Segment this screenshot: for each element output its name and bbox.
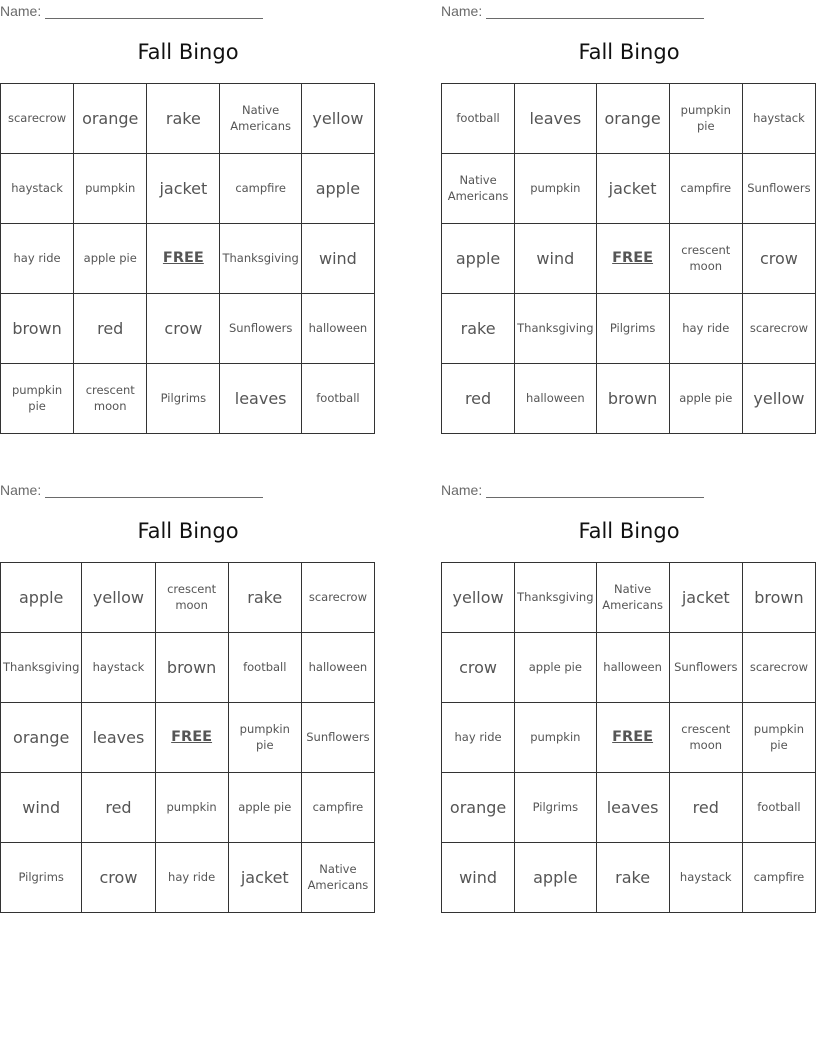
- bingo-cell: jacket: [670, 563, 743, 633]
- bingo-card: [0, 0, 376, 440]
- bingo-card: [441, 0, 816, 440]
- bingo-cell: wind: [1, 773, 82, 843]
- bingo-cell: orange: [74, 84, 147, 154]
- name-label: Name:: [0, 3, 42, 19]
- bingo-cell: campfire: [302, 773, 375, 843]
- bingo-cell: scarecrow: [743, 633, 816, 703]
- name-blank-line: [486, 483, 704, 498]
- bingo-cell: brown: [597, 364, 670, 434]
- bingo-cell: apple pie: [74, 224, 147, 294]
- bingo-cell: wind: [302, 224, 375, 294]
- bingo-cell: scarecrow: [1, 84, 74, 154]
- bingo-cell: pumpkin pie: [743, 703, 816, 773]
- name-label: Name:: [441, 3, 483, 19]
- bingo-cell: Native Americans: [302, 843, 375, 913]
- bingo-cell: haystack: [1, 154, 74, 224]
- bingo-cell: haystack: [82, 633, 155, 703]
- name-field: [0, 3, 263, 19]
- bingo-cell: pumpkin pie: [670, 84, 743, 154]
- bingo-cell: Sunflowers: [302, 703, 375, 773]
- bingo-cell: pumpkin pie: [229, 703, 302, 773]
- bingo-cell: yellow: [442, 563, 515, 633]
- bingo-cell: yellow: [743, 364, 816, 434]
- bingo-cell: pumpkin: [156, 773, 229, 843]
- bingo-cell: Sunflowers: [743, 154, 816, 224]
- bingo-cell: apple: [302, 154, 375, 224]
- bingo-cell: Thanksgiving: [1, 633, 82, 703]
- bingo-cell: Native Americans: [220, 84, 301, 154]
- bingo-cell: red: [82, 773, 155, 843]
- bingo-cell: orange: [1, 703, 82, 773]
- bingo-cell: apple pie: [515, 633, 596, 703]
- bingo-cell: rake: [229, 563, 302, 633]
- bingo-grid: [0, 83, 375, 434]
- bingo-cell: pumpkin: [515, 154, 596, 224]
- bingo-cell: campfire: [220, 154, 301, 224]
- bingo-cell: hay ride: [1, 224, 74, 294]
- bingo-card: [0, 479, 376, 919]
- name-field: [441, 482, 704, 498]
- name-field: [441, 3, 704, 19]
- bingo-cell: Thanksgiving: [515, 563, 596, 633]
- bingo-cell: halloween: [302, 633, 375, 703]
- bingo-cell: leaves: [597, 773, 670, 843]
- free-space-cell: FREE: [147, 224, 220, 294]
- bingo-grid: [441, 83, 816, 434]
- name-label: Name:: [441, 482, 483, 498]
- bingo-cell: rake: [147, 84, 220, 154]
- bingo-cell: apple: [442, 224, 515, 294]
- free-space-cell: FREE: [597, 224, 670, 294]
- bingo-cell: Thanksgiving: [220, 224, 301, 294]
- bingo-cell: apple pie: [670, 364, 743, 434]
- bingo-cell: orange: [442, 773, 515, 843]
- bingo-cell: halloween: [597, 633, 670, 703]
- bingo-cell: Sunflowers: [670, 633, 743, 703]
- bingo-cell: brown: [743, 563, 816, 633]
- bingo-cell: orange: [597, 84, 670, 154]
- bingo-cell: pumpkin pie: [1, 364, 74, 434]
- bingo-cell: campfire: [670, 154, 743, 224]
- bingo-cell: hay ride: [156, 843, 229, 913]
- bingo-cell: leaves: [515, 84, 596, 154]
- bingo-cell: crescent moon: [670, 703, 743, 773]
- bingo-cell: red: [670, 773, 743, 843]
- bingo-grid: [441, 562, 816, 913]
- bingo-cell: rake: [597, 843, 670, 913]
- bingo-cell: Pilgrims: [597, 294, 670, 364]
- bingo-cell: haystack: [743, 84, 816, 154]
- name-blank-line: [45, 4, 263, 19]
- bingo-card: [441, 479, 816, 919]
- free-space-cell: FREE: [156, 703, 229, 773]
- bingo-cell: red: [442, 364, 515, 434]
- bingo-cell: apple: [1, 563, 82, 633]
- bingo-cell: yellow: [302, 84, 375, 154]
- bingo-cell: crow: [442, 633, 515, 703]
- bingo-cell: jacket: [229, 843, 302, 913]
- bingo-cell: apple pie: [229, 773, 302, 843]
- bingo-cell: leaves: [82, 703, 155, 773]
- bingo-cell: haystack: [670, 843, 743, 913]
- bingo-cell: Native Americans: [442, 154, 515, 224]
- bingo-cell: pumpkin: [74, 154, 147, 224]
- bingo-cell: wind: [515, 224, 596, 294]
- bingo-cell: hay ride: [442, 703, 515, 773]
- card-title: Fall Bingo: [578, 40, 680, 64]
- bingo-cell: crescent moon: [670, 224, 743, 294]
- bingo-cell: football: [743, 773, 816, 843]
- bingo-cell: hay ride: [670, 294, 743, 364]
- bingo-cell: apple: [515, 843, 596, 913]
- bingo-cell: Pilgrims: [515, 773, 596, 843]
- bingo-cell: rake: [442, 294, 515, 364]
- bingo-cell: scarecrow: [302, 563, 375, 633]
- bingo-cell: leaves: [220, 364, 301, 434]
- bingo-cell: pumpkin: [515, 703, 596, 773]
- bingo-cell: football: [302, 364, 375, 434]
- bingo-cell: football: [229, 633, 302, 703]
- bingo-cell: Thanksgiving: [515, 294, 596, 364]
- bingo-cell: halloween: [302, 294, 375, 364]
- bingo-cell: Pilgrims: [147, 364, 220, 434]
- free-space-cell: FREE: [597, 703, 670, 773]
- bingo-cell: crow: [743, 224, 816, 294]
- bingo-cell: halloween: [515, 364, 596, 434]
- bingo-cell: crow: [147, 294, 220, 364]
- bingo-cell: Pilgrims: [1, 843, 82, 913]
- bingo-grid: [0, 562, 375, 913]
- name-field: [0, 482, 263, 498]
- bingo-cell: Sunflowers: [220, 294, 301, 364]
- bingo-cell: crescent moon: [74, 364, 147, 434]
- bingo-cell: yellow: [82, 563, 155, 633]
- bingo-cell: red: [74, 294, 147, 364]
- bingo-cell: scarecrow: [743, 294, 816, 364]
- bingo-cell: wind: [442, 843, 515, 913]
- bingo-cell: crow: [82, 843, 155, 913]
- bingo-cell: football: [442, 84, 515, 154]
- name-blank-line: [486, 4, 704, 19]
- bingo-cell: jacket: [147, 154, 220, 224]
- name-blank-line: [45, 483, 263, 498]
- name-label: Name:: [0, 482, 42, 498]
- card-title: Fall Bingo: [137, 40, 239, 64]
- bingo-cell: campfire: [743, 843, 816, 913]
- bingo-cell: brown: [1, 294, 74, 364]
- bingo-cell: crescent moon: [156, 563, 229, 633]
- card-title: Fall Bingo: [578, 519, 680, 543]
- bingo-cell: Native Americans: [597, 563, 670, 633]
- bingo-cell: brown: [156, 633, 229, 703]
- bingo-cell: jacket: [597, 154, 670, 224]
- card-title: Fall Bingo: [137, 519, 239, 543]
